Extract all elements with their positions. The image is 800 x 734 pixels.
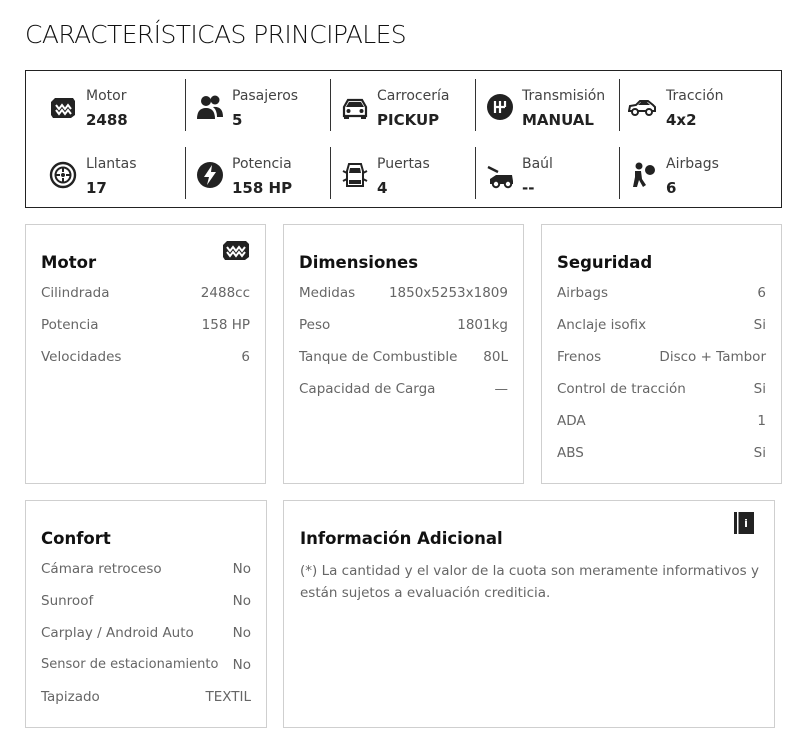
row-label: Control de tracción (557, 381, 686, 397)
spec-label: Potencia (232, 156, 292, 172)
divider (619, 147, 620, 199)
spec-row (557, 285, 766, 317)
spec-value: 6 (666, 179, 677, 197)
spec-value: PICKUP (377, 111, 440, 129)
row-value: Disco + Tambor (659, 349, 766, 365)
spec-value: 17 (86, 179, 107, 197)
engine-icon (221, 237, 251, 263)
card-motor (25, 224, 266, 484)
spec-label: Airbags (666, 156, 719, 172)
row-value: — (494, 381, 508, 397)
row-label: Sensor de estacionamiento (41, 657, 219, 672)
spec-row (41, 657, 251, 689)
spec-value: 4x2 (666, 111, 697, 129)
spec-value: 4 (377, 179, 388, 197)
spec-value: 5 (232, 111, 243, 129)
divider (475, 147, 476, 199)
spec-row (41, 561, 251, 593)
divider (330, 79, 331, 131)
card-title: Información Adicional (300, 529, 503, 548)
row-value: No (232, 657, 251, 673)
card-title: Motor (41, 253, 97, 272)
row-label: Sunroof (41, 593, 94, 609)
car-doors-icon (341, 161, 369, 189)
row-label: Medidas (299, 285, 356, 301)
spec-row (299, 285, 508, 317)
trunk-icon (486, 161, 514, 189)
row-label: Airbags (557, 285, 608, 301)
key-specs-panel (25, 70, 782, 208)
spec-value: 158 HP (232, 179, 293, 197)
spec-row (557, 381, 766, 413)
spec-value: -- (522, 179, 535, 197)
spec-row (299, 317, 508, 349)
spec-row (41, 285, 250, 317)
spec-traccion (620, 79, 764, 131)
spec-llantas (26, 147, 170, 199)
divider (185, 147, 186, 199)
spec-value: 2488 (86, 111, 128, 129)
spec-baul (476, 147, 620, 199)
card-info-adicional (283, 500, 775, 728)
row-value: 80L (483, 349, 508, 365)
row-value: Si (753, 445, 766, 461)
spec-label: Pasajeros (232, 88, 299, 104)
row-value: 1850x5253x1809 (388, 285, 508, 301)
spec-potencia (186, 147, 330, 199)
row-label: Peso (299, 317, 331, 333)
card-title: Seguridad (557, 253, 653, 272)
card-seguridad (541, 224, 782, 484)
spec-motor (26, 79, 170, 131)
row-label: Tanque de Combustible (299, 349, 458, 365)
spec-label: Llantas (86, 156, 137, 172)
card-title: Dimensiones (299, 253, 419, 272)
spec-label: Tracción (666, 88, 724, 104)
row-value: 6 (241, 349, 250, 365)
row-label: Cilindrada (41, 285, 110, 301)
car-side-icon (628, 93, 656, 121)
info-text: (*) La cantidad y el valor de la cuota son meramente informativos y están sujetos a evaluación crediticia. (300, 563, 759, 601)
divider (330, 147, 331, 199)
wheel-icon (49, 161, 77, 189)
spec-label: Motor (86, 88, 127, 104)
info-book-icon (733, 511, 755, 535)
spec-row (41, 349, 250, 381)
spec-label: Puertas (377, 156, 430, 172)
row-label: Capacidad de Carga (299, 381, 436, 397)
spec-airbags (620, 147, 764, 199)
passengers-icon (196, 93, 224, 121)
row-value: 6 (757, 285, 766, 301)
spec-row (299, 349, 508, 381)
spec-row (557, 413, 766, 445)
spec-row (41, 625, 251, 657)
row-value: TEXTIL (205, 689, 251, 705)
spec-transmision (476, 79, 620, 131)
spec-row (41, 317, 250, 349)
card-title: Confort (41, 529, 111, 548)
row-label: ADA (557, 413, 586, 429)
airbag-icon (628, 161, 656, 189)
row-label: Potencia (41, 317, 99, 333)
row-value: 1 (757, 413, 766, 429)
spec-row (41, 593, 251, 625)
row-label: Anclaje isofix (557, 317, 647, 333)
row-value: No (232, 561, 251, 577)
row-value: No (232, 625, 251, 641)
spec-value: MANUAL (522, 111, 594, 129)
power-bolt-icon (196, 161, 224, 189)
spec-row (41, 689, 251, 721)
spec-label: Baúl (522, 156, 553, 172)
spec-carroceria (331, 79, 475, 131)
spec-pasajeros (186, 79, 330, 131)
row-label: ABS (557, 445, 584, 461)
row-value: 158 HP (201, 317, 250, 333)
row-label: Velocidades (41, 349, 122, 365)
row-value: Si (753, 317, 766, 333)
info-glyph: i (744, 517, 748, 530)
spec-row (557, 445, 766, 477)
spec-label: Carrocería (377, 88, 450, 104)
row-value: 1801kg (457, 317, 508, 333)
gearshift-icon (486, 93, 514, 121)
row-label: Tapizado (41, 689, 100, 705)
card-dimensiones (283, 224, 524, 484)
row-value: No (232, 593, 251, 609)
divider (185, 79, 186, 131)
row-value: Si (753, 381, 766, 397)
spec-row (299, 381, 508, 413)
car-body-icon (341, 93, 369, 121)
spec-row (557, 349, 766, 381)
row-label: Frenos (557, 349, 602, 365)
page-title: CARACTERÍSTICAS PRINCIPALES (25, 20, 407, 49)
divider (619, 79, 620, 131)
spec-label: Transmisión (522, 88, 606, 104)
card-confort (25, 500, 267, 728)
row-value: 2488cc (200, 285, 250, 301)
row-label: Carplay / Android Auto (41, 625, 194, 641)
divider (475, 79, 476, 131)
row-label: Cámara retroceso (41, 561, 162, 577)
spec-puertas (331, 147, 475, 199)
spec-row (557, 317, 766, 349)
engine-icon (49, 93, 77, 121)
